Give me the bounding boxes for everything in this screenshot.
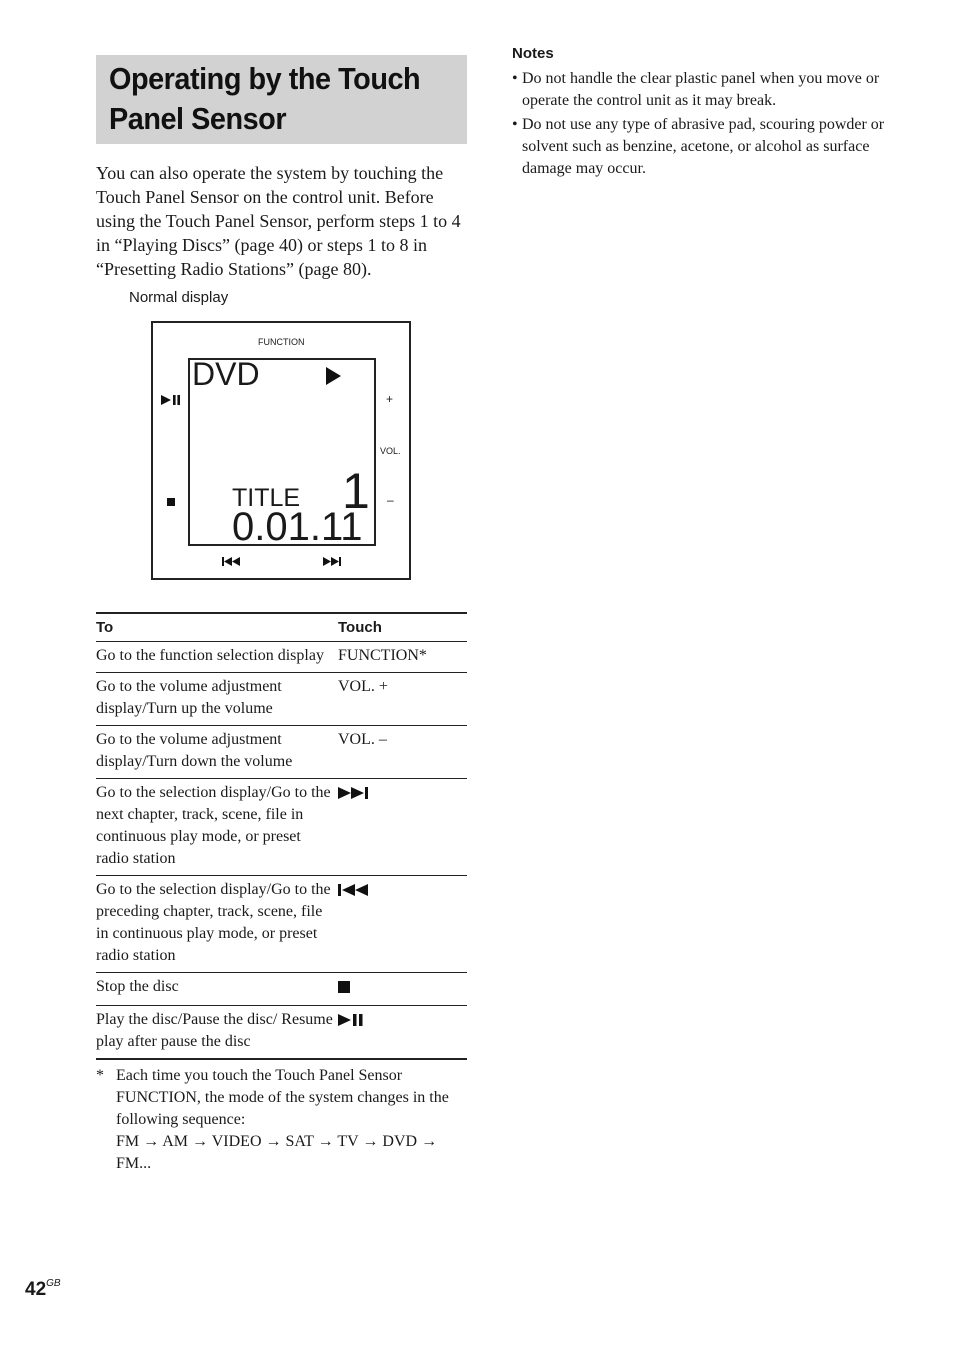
touch-operations-table: [96, 612, 467, 1060]
section-title-line2: Panel Sensor: [109, 101, 287, 136]
table-cell-to: Play the disc/Pause the disc/ Resume play after pause the disc: [96, 1006, 338, 1060]
stop-icon: [338, 981, 350, 993]
table-cell-touch: VOL. +: [338, 673, 467, 726]
table-header-row: [96, 613, 467, 642]
volume-minus-label: –: [387, 493, 394, 507]
play-pause-icon: [338, 1014, 364, 1026]
next-icon: [338, 787, 370, 799]
table-cell-to: Stop the disc: [96, 973, 338, 1006]
footnote-text: Each time you touch the Touch Panel Sensor FUNCTION, the mode of the system changes in the following sequence:: [116, 1067, 449, 1128]
next-icon: [323, 557, 341, 566]
intro-paragraph: You can also operate the system by touching the Touch Panel Sensor on the control unit. Before using the Touch Panel Sensor, perform steps 1 to 4 in “Playing Discs” (page 40) or steps 1 to 8 in “Presetting Radio Stations” (page 80).: [96, 163, 461, 279]
volume-label: VOL.: [380, 446, 401, 456]
section-title-line1: Operating by the Touch: [109, 61, 421, 96]
touch-panel-diagram: [151, 321, 411, 580]
table-cell-touch: [338, 779, 467, 876]
section-title: [109, 59, 442, 139]
time-readout: 0.01.11: [232, 505, 363, 549]
play-icon: [324, 367, 342, 385]
table-row: [96, 779, 467, 876]
table-row: [96, 973, 467, 1006]
title-number: 1: [342, 463, 370, 519]
display-screen: [188, 356, 376, 549]
table-cell-to: Go to the function selection display: [96, 642, 338, 673]
table-cell-touch: VOL. –: [338, 726, 467, 779]
table-cell-to: Go to the volume adjustment display/Turn up the volume: [96, 673, 338, 726]
section-title-box: [96, 55, 467, 144]
column-header-touch: Touch: [338, 613, 467, 642]
footnote-sequence: FM → AM → VIDEO → SAT → TV → DVD → FM...: [116, 1133, 438, 1172]
table-row: [96, 673, 467, 726]
table-cell-touch: [338, 1006, 467, 1060]
note-item: • Do not use any type of abrasive pad, scouring powder or solvent such as benzine, acetone, or alcohol as surface damage may occur.: [512, 114, 892, 180]
footnote: [96, 1065, 471, 1175]
page-number: [25, 1279, 61, 1301]
diagram-caption: Normal display: [129, 289, 229, 306]
play-pause-icon: [161, 395, 181, 405]
note-item: • Do not handle the clear plastic panel when you move or operate the control unit as it may break.: [512, 68, 892, 112]
table-cell-to: Go to the selection display/Go to the preceding chapter, track, scene, file in continuous play mode, or preset radio station: [96, 876, 338, 973]
stop-icon: [167, 498, 175, 506]
table-cell-touch: FUNCTION*: [338, 642, 467, 673]
volume-plus-label: +: [386, 392, 394, 406]
page-number-value: 42: [25, 1279, 47, 1300]
title-label: TITLE: [232, 484, 301, 512]
table-row: [96, 876, 467, 973]
function-label: FUNCTION: [258, 337, 305, 347]
table-cell-to: Go to the selection display/Go to the next chapter, track, scene, file in continuous play mode, or preset radio station: [96, 779, 338, 876]
notes-heading: Notes: [512, 45, 554, 62]
table-cell-to: Go to the volume adjustment display/Turn down the volume: [96, 726, 338, 779]
table-cell-touch: [338, 876, 467, 973]
column-header-to: To: [96, 613, 338, 642]
table-row: [96, 1006, 467, 1060]
table-row: [96, 726, 467, 779]
page-number-suffix: GB: [46, 1278, 61, 1289]
table-row: [96, 642, 467, 673]
notes-list: [512, 68, 892, 182]
footnote-marker: *: [96, 1067, 104, 1084]
previous-icon: [222, 557, 240, 566]
previous-icon: [338, 884, 370, 896]
table-cell-touch: [338, 973, 467, 1006]
source-readout: DVD: [192, 356, 260, 392]
